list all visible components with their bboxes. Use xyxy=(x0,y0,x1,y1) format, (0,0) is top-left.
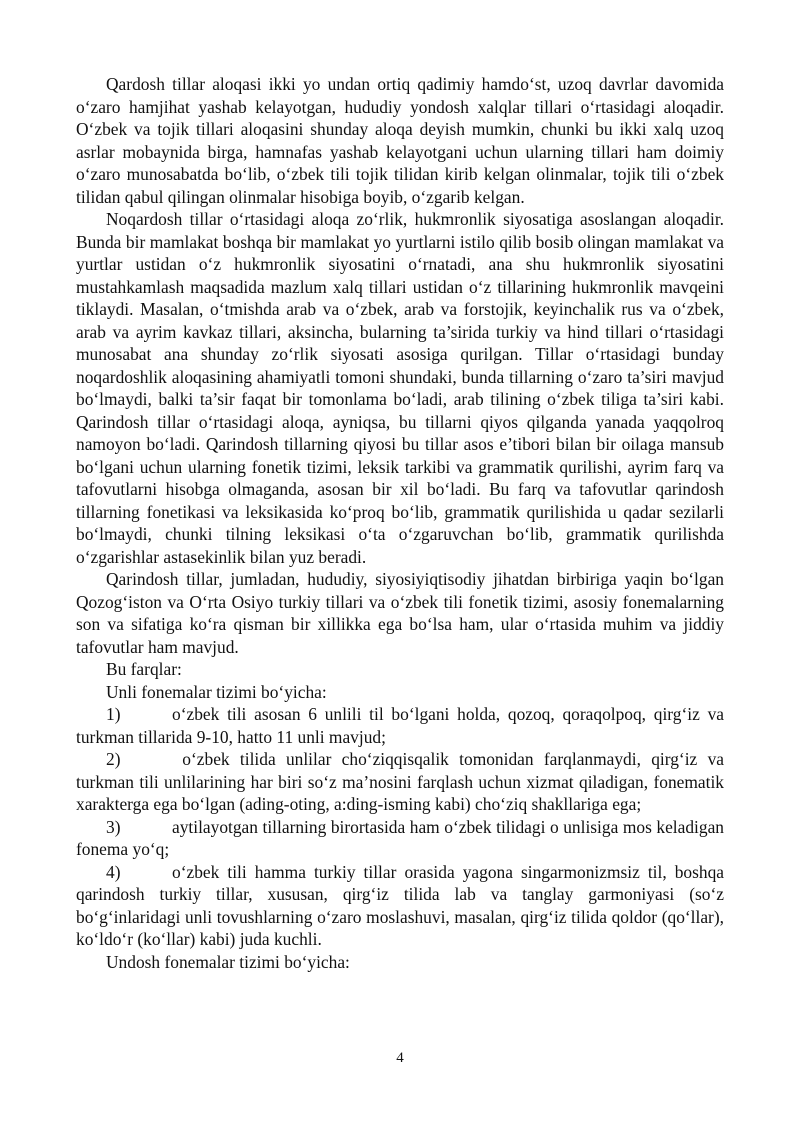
list-item-text: o‘zbek tili asosan 6 unlili til bo‘lgani holda, qozoq, qoraqolpoq, qirg‘iz va turkman tillarida 9-10, hatto 11 unli mavjud; xyxy=(76,704,724,747)
paragraph-differences-intro: Bu farqlar: xyxy=(106,659,182,679)
list-item xyxy=(76,748,724,816)
list-item-text: o‘zbek tili hamma turkiy tillar orasida yagona singarmonizmsiz til, boshqa qarindosh turkiy tillar, xususan, qirg‘iz tilida lab va tanglay garmoniyasi (so‘z bo‘g‘inlaridagi unli tovushlarning o‘zaro moslashuvi, masalan, qirg‘iz tilida qoldor (qo‘llar), ko‘ldo‘r (ko‘llar) kabi) juda kuchli. xyxy=(76,861,724,949)
paragraph-consonant-heading: Undosh fonemalar tizimi bo‘yicha: xyxy=(106,951,350,972)
list-item xyxy=(76,861,724,951)
list-item-number: 2) xyxy=(106,749,121,769)
list-item xyxy=(76,703,724,748)
paragraph-turkic-comparison: Qarindosh tillar, jumladan, hududiy, siyosiyiqtisodiy jihatdan birbiriga yaqin bo‘lgan Qozog‘iston va O‘rta Osiyo turkiy tillari va o‘zbek tili fonetik tizimi, asosiy fonemalarning son va sifatiga ko‘ra qisman bir xillikka ega bo‘lsa ham, ular o‘rtasida muhim va jiddiy tafovutlar ham mavjud. xyxy=(76,569,724,657)
list-item-number: 3) xyxy=(106,816,121,837)
document-page xyxy=(76,73,724,973)
page-number: 4 xyxy=(396,1050,404,1066)
list-item-text: o‘zbek tilida unlilar cho‘ziqqisqalik tomonidan farqlanmaydi, qirg‘iz va turkman tili unlilarining har biri so‘z ma’nosini farqlash uchun xizmat qiladigan, fonematik xarakterga ega bo‘lgan (ading-oting, a:ding-isming kabi) cho‘ziq shakllariga ega; xyxy=(76,749,724,814)
list-item-number: 1) xyxy=(106,704,121,724)
paragraph-kinship-contact: Qardosh tillar aloqasi ikki yo undan ortiq qadimiy hamdo‘st, uzoq davrlar davomida o‘zaro hamjihat yashab kelayotgan, hududiy yondosh xalqlar tillari o‘rtasidagi aloqadir. O‘zbek va tojik tillari aloqasini shunday aloqa deyish mumkin, chunki bu ikki xalq uzoq asrlar mobaynida birga, hamnafas yashab kelayotgani uchun ularning tillari ham doimiy o‘zaro munosabatda bo‘lib, o‘zbek tili tojik tilidan kirib kelgan olinmalar, tojik tili o‘zbek tilidan qabul qilingan olinmalar hisobiga boyib, o‘zgarib kelgan. xyxy=(76,74,724,207)
list-item-text: aytilayotgan tillarning birortasida ham o‘zbek tilidagi o unlisiga mos keladigan fonema yo‘q; xyxy=(76,816,724,859)
list-item xyxy=(76,816,724,861)
paragraph-non-kinship-contact: Noqardosh tillar o‘rtasidagi aloqa zo‘rlik, hukmronlik siyosatiga asoslangan aloqadir. Bunda bir mamlakat boshqa bir mamlakat yo yurtlarni istilo qilib bosib olingan mamlakat va yurtlar ustidan o‘z hukmronlik siyosatini o‘rnatadi, ana shu hukmronlik siyosatini mustahkamlash maqsadida mazlum xalq tillari ustidan o‘z tillarining hukmronlik mavqeini tiklaydi. Masalan, o‘tmishda arab va o‘zbek, arab va forstojik, keyinchalik rus va o‘zbek, arab va ayrim kavkaz tillari, aksincha, bularning ta’sirida turkiy va hind tillari o‘rtasidagi munosabat ana shunday zo‘rlik siyosati asosiga qurilgan. Tillar o‘rtasidagi bunday noqardoshlik aloqasining ahamiyatli tomoni shundaki, bunda tillarning o‘zaro ta’siri mavjud bo‘lmaydi, balki ta’sir faqat bir tomonlama bo‘ladi, arab tilining o‘zbek tiliga ta’siri kabi. Qarindosh tillar o‘rtasidagi aloqa, ayniqsa, bu tillarni qiyos qilganda yanada yaqqolroq namoyon bo‘ladi. Qarindosh tillarning qiyosi bu tillar asos e’tibori bilan bir oilaga mansub bo‘lgani uchun ularning fonetik tizimi, leksik tarkibi va grammatik qurilishi, ayrim farq va tafovutlarni hisobga olmaganda, asosan bir xil bo‘ladi. Bu farq va tafovutlar qarindosh tillarning fonetikasi va leksikasida ko‘proq bo‘lib, grammatik qurilishida u qadar sezilarli bo‘lmaydi, chunki tilning leksikasi o‘ta o‘zgaruvchan bo‘lib, grammatik qurilishda o‘zgarishlar astasekinlik bilan yuz beradi. xyxy=(76,209,724,567)
paragraph-vowel-heading: Unli fonemalar tizimi bo‘yicha: xyxy=(106,681,327,702)
list-item-number: 4) xyxy=(106,861,121,882)
